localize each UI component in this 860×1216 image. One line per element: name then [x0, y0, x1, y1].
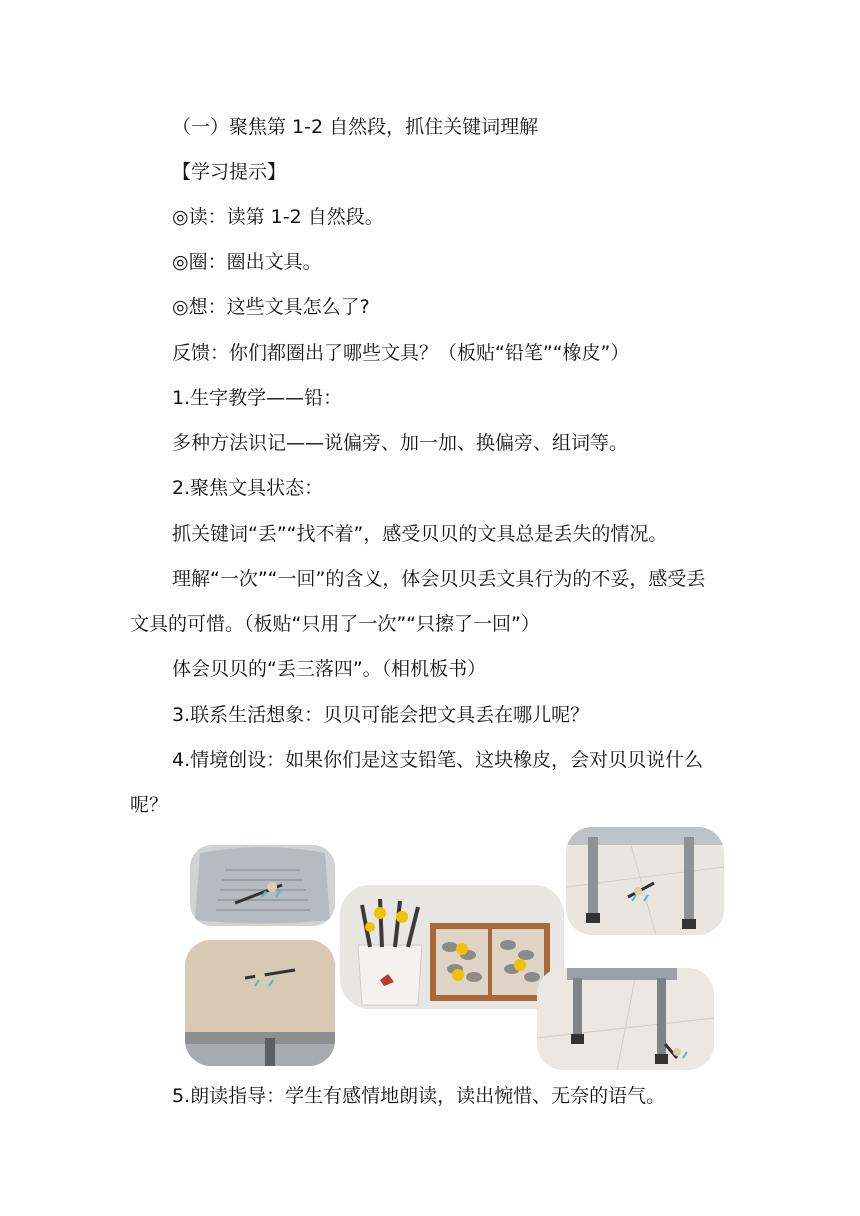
item-1-detail: 多种方法识记——说偏旁、加一加、换偏旁、组词等。 — [172, 432, 629, 454]
photo-pencils-and-erasers — [340, 885, 564, 1009]
photo-chair-legs-top — [566, 827, 724, 935]
photo-desk — [185, 940, 335, 1066]
item-3: 3.联系生活想象：贝贝可能会把文具丢在哪儿呢？ — [172, 704, 590, 726]
item-4-line-2: 呢？ — [130, 794, 169, 816]
item-2-detail: 抓关键词“丢”“找不着”，感受贝贝的文具总是丢失的情况。 — [172, 523, 668, 545]
experience-line: 体会贝贝的“丢三落四”。（相机板书） — [172, 658, 487, 680]
tip-think: ◎想：这些文具怎么了? — [172, 296, 370, 318]
understand-line-1: 理解“一次”“一回”的含义，体会贝贝丢文具行为的不妥，感受丢 — [172, 568, 706, 590]
feedback-line: 反馈：你们都圈出了哪些文具？（板贴“铅笔”“橡皮”） — [172, 342, 630, 364]
understand-line-2: 文具的可惜。（板贴“只用了一次”“只擦了一回”） — [130, 613, 540, 635]
item-5: 5.朗读指导：学生有感情地朗读，读出惋惜、无奈的语气。 — [172, 1085, 666, 1107]
item-1: 1.生字教学——铅： — [172, 387, 343, 409]
photo-chair-seat — [190, 845, 335, 926]
item-2: 2.聚焦文具状态： — [172, 477, 324, 499]
tip-circle: ◎圈：圈出文具。 — [172, 251, 322, 273]
section-heading: （一）聚焦第 1-2 自然段，抓住关键词理解 — [172, 116, 539, 138]
tip-read: ◎读：读第 1-2 自然段。 — [172, 206, 384, 228]
photo-chair-legs-bottom — [537, 968, 714, 1070]
item-4-line-1: 4.情境创设：如果你们是这支铅笔、这块橡皮，会对贝贝说什么 — [172, 749, 704, 771]
tips-title: 【学习提示】 — [172, 161, 287, 183]
